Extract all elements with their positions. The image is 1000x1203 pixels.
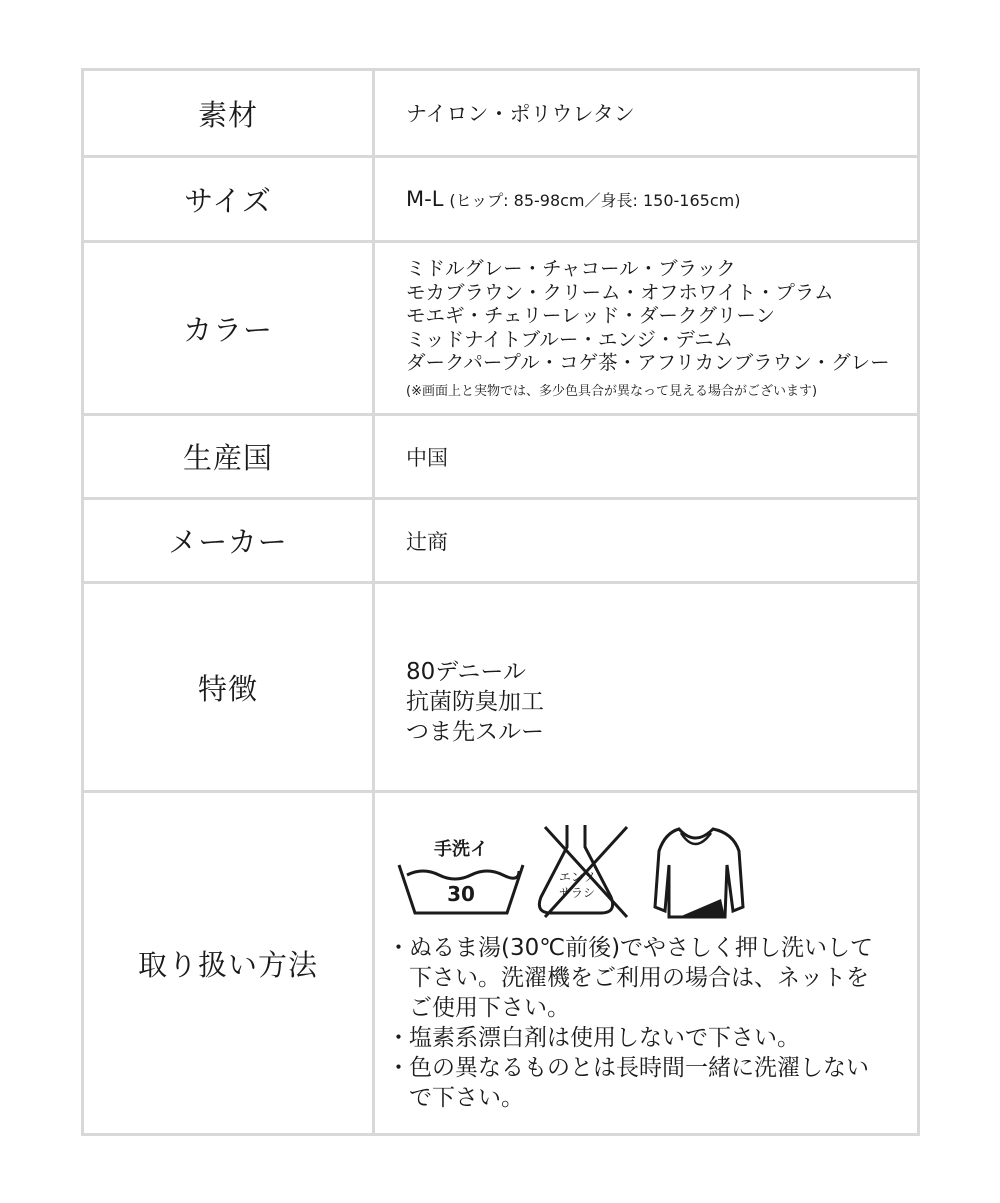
bullet-marker: ・ (387, 935, 410, 961)
color-line: モカブラウン・クリーム・オフホワイト・プラム (406, 280, 834, 304)
color-line: ダークパープル・コゲ茶・アフリカンブラウン・グレー (406, 351, 890, 375)
feature-line: 80デニール (406, 659, 526, 685)
size-line (406, 187, 917, 211)
size-note: (ヒップ: 85-98cm／身長: 150-165cm) (449, 191, 741, 210)
care-item-text: 色の異なるものとは長時間一緒に洗濯しない で下さい。 (409, 1055, 869, 1111)
value-material-cell (375, 71, 917, 155)
bleach-line-2: サラシ (558, 886, 596, 900)
row-origin (84, 413, 917, 497)
bullet-marker: ・ (387, 1055, 410, 1081)
color-line: モエギ・チェリーレッド・ダークグリーン (406, 304, 775, 328)
value-maker-cell (375, 500, 917, 581)
hand-wash-label: 手洗イ (434, 839, 488, 860)
label-features: 特徴 (84, 584, 375, 790)
feature-list (406, 627, 544, 747)
row-material (84, 71, 917, 155)
row-features (84, 581, 917, 790)
value-maker: 辻商 (406, 529, 448, 554)
care-item (387, 1053, 907, 1113)
care-item (387, 1023, 907, 1053)
row-color (84, 240, 917, 413)
row-size (84, 155, 917, 240)
label-origin: 生産国 (84, 416, 375, 497)
label-care: 取り扱い方法 (84, 793, 375, 1133)
color-list (406, 257, 917, 375)
value-size-cell (375, 158, 917, 240)
value-features-cell (375, 584, 917, 790)
spec-table (81, 68, 920, 1136)
row-care (84, 790, 917, 1133)
care-item-text: 塩素系漂白剤は使用しないで下さい。 (409, 1025, 800, 1051)
care-item-text: ぬるま湯(30℃前後)でやさしく押し洗いして 下さい。洗濯機をご利用の場合は、ネットを ご使用下さい。 (409, 935, 874, 1021)
care-instructions (387, 933, 907, 1113)
label-size: サイズ (84, 158, 375, 240)
hand-wash-temp: 30 (447, 882, 475, 906)
value-care-cell (375, 793, 917, 1133)
color-line: ミドルグレー・チャコール・ブラック (406, 257, 736, 281)
color-note: (※画面上と実物では、多少色具合が異なって見える場合がございます) (406, 383, 818, 399)
row-maker (84, 497, 917, 581)
no-chlorine-bleach-icon (539, 825, 627, 917)
color-line: ミッドナイトブルー・エンジ・デニム (406, 327, 734, 351)
value-origin: 中国 (406, 445, 448, 470)
care-item (387, 933, 907, 1023)
bleach-line-1: エンソ (558, 870, 596, 884)
value-material: ナイロン・ポリウレタン (406, 102, 635, 126)
bullet-marker: ・ (387, 1025, 410, 1051)
label-maker: メーカー (84, 500, 375, 581)
value-size: M-L (406, 187, 444, 211)
garment-icon (655, 829, 743, 917)
label-color: カラー (84, 243, 375, 413)
feature-line: つま先スルー (406, 719, 544, 745)
value-color-cell (375, 243, 917, 413)
value-origin-cell (375, 416, 917, 497)
care-icons (395, 821, 775, 921)
hand-wash-icon (399, 838, 523, 913)
label-material: 素材 (84, 71, 375, 155)
feature-line: 抗菌防臭加工 (406, 689, 544, 715)
